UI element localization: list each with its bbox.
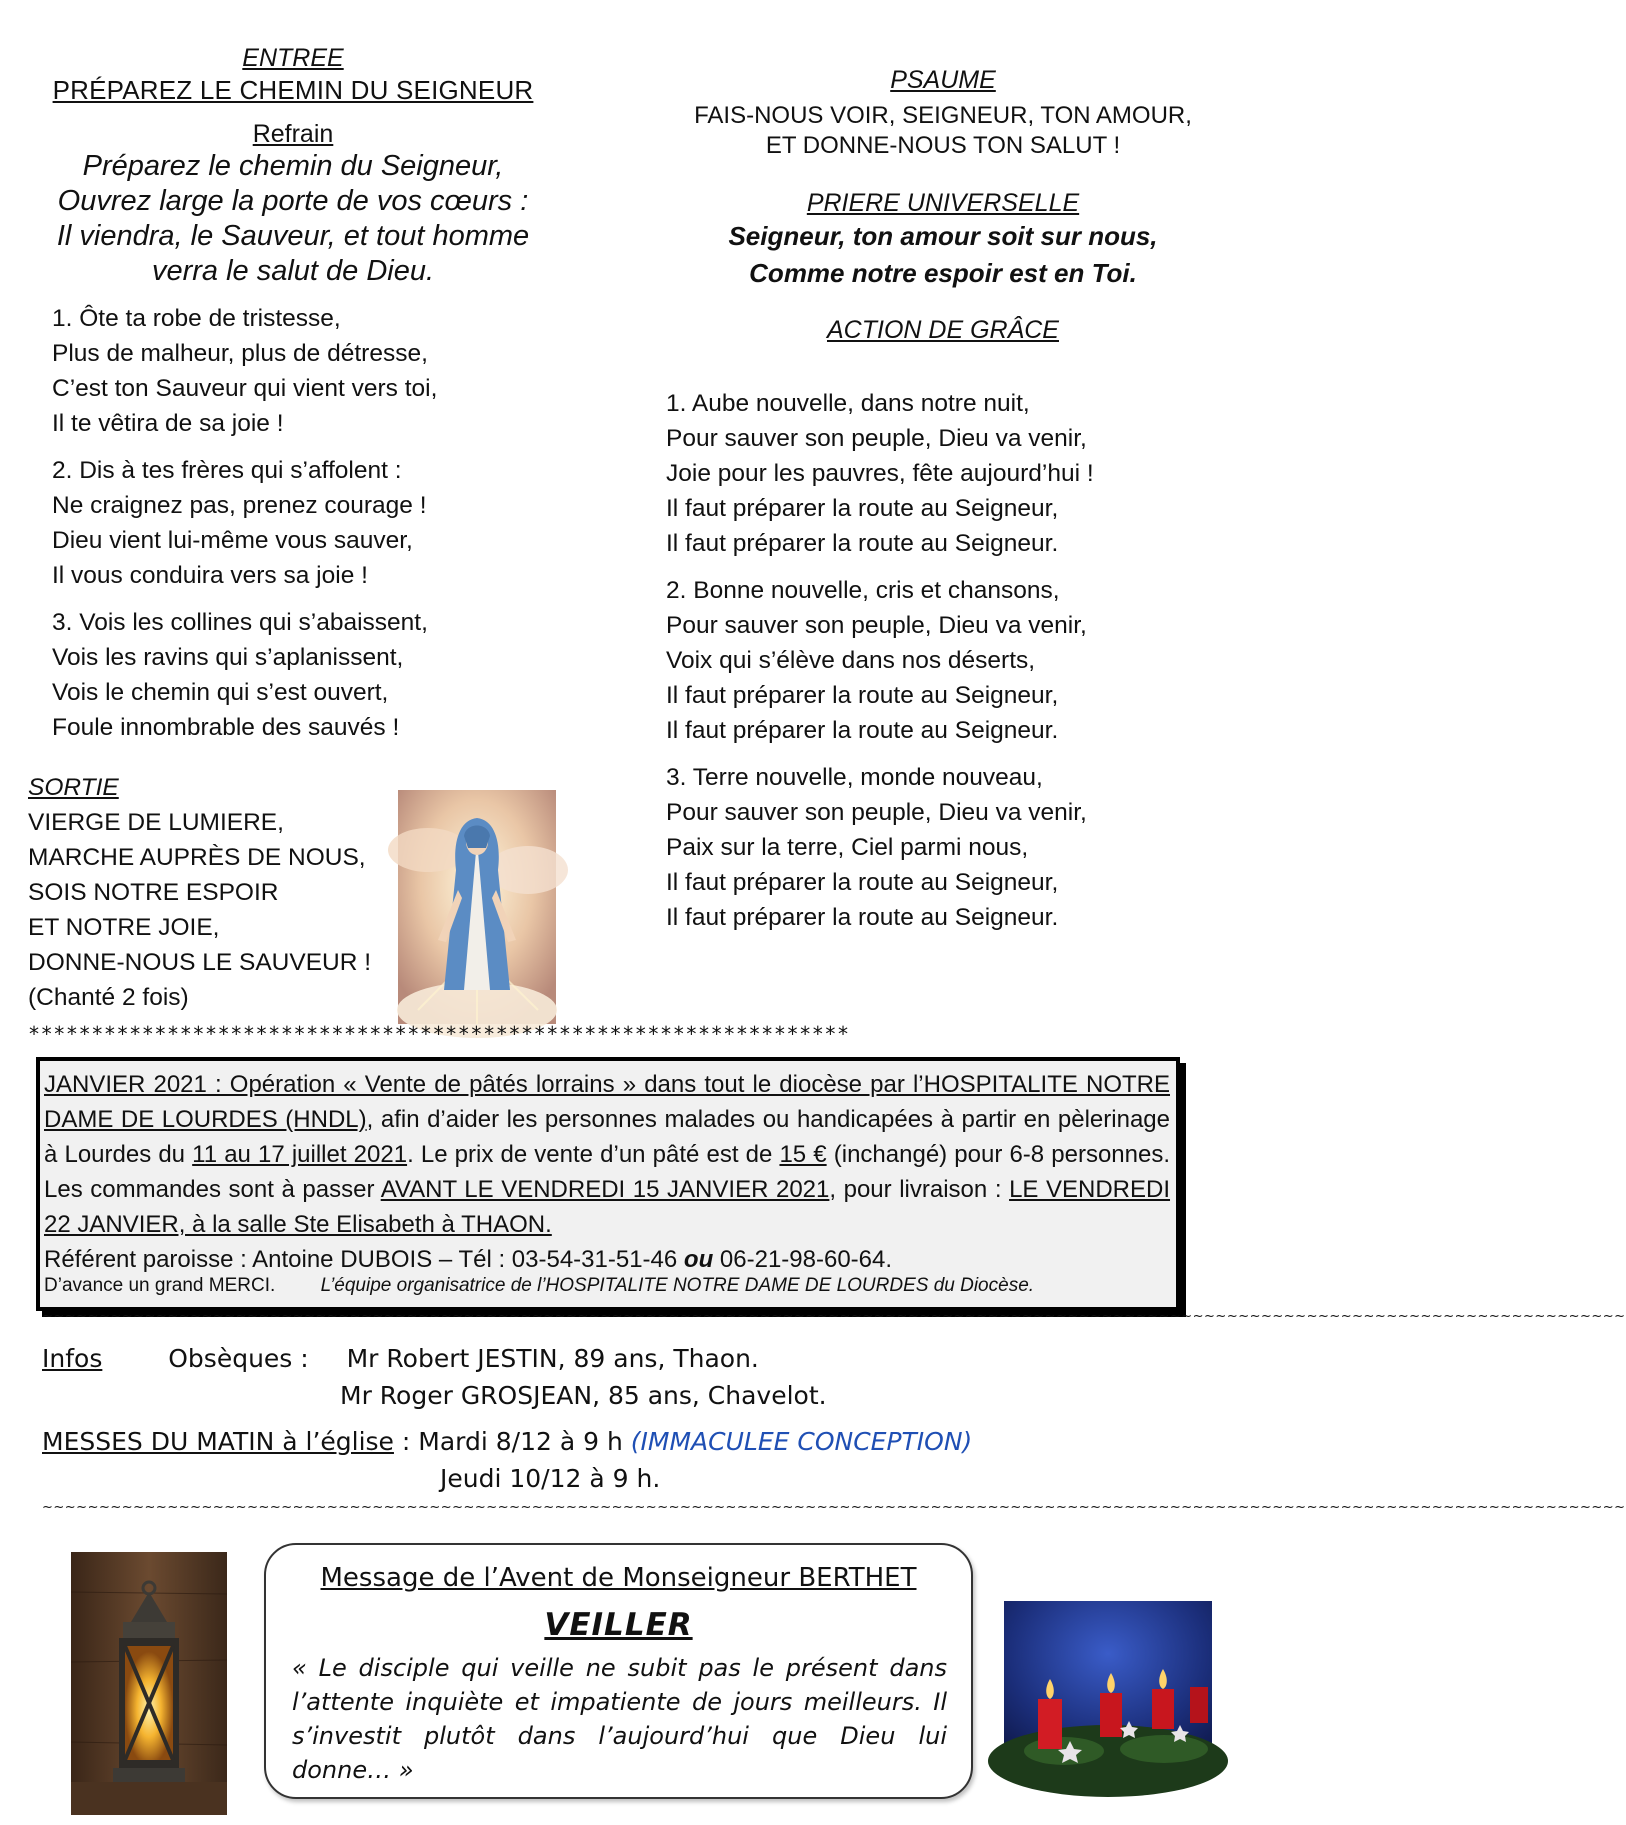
psaume-line: ET DONNE-NOUS TON SALUT !: [765, 132, 1121, 159]
announcement-text-3: (inchangé) pour 6-8 personnes. Les commandes sont à passer: [44, 1141, 1171, 1203]
announcement-box: [36, 1057, 1180, 1311]
announcement-signature: L’équipe organisatrice de l’HOSPITALITE NOTRE DAME DE LOURDES du Diocèse.: [320, 1275, 1035, 1296]
obseques-item: Mr Roger GROSJEAN, 85 ans, Chavelot.: [340, 1381, 827, 1410]
verse-line: Il faut préparer la route au Seigneur.: [666, 717, 1059, 744]
obseques-label: Obsèques :: [168, 1344, 309, 1373]
announcement-text-2: . Le prix de vente d’un pâté est de: [407, 1141, 780, 1168]
right-column: [648, 66, 1238, 345]
advent-candles-image: [1004, 1601, 1212, 1777]
dot-separator: ~~~~~~~~~~~~~~~~~~~~~~~~~~~~~~~~~~~~~~~~~~~~~~~~~~~~~~~~~~~~~~~~~~~~~~~~~~~~~~~~~~~~~~~~~~~~~~~~~~~~~~~~~~~~~~~~~~~~~~~~~~~~~~~~~~~~~~~~~~~: [42, 1309, 1626, 1324]
lantern-image: [71, 1552, 227, 1815]
sortie-line: MARCHE AUPRÈS DE NOUS,: [28, 844, 366, 871]
verse-line: 2. Bonne nouvelle, cris et chansons,: [666, 577, 1060, 604]
message-title: Message de l’Avent de Monseigneur BERTHET: [320, 1563, 917, 1593]
verse-line: 2. Dis à tes frères qui s’affolent :: [52, 457, 402, 484]
announcement-delivery: LE VENDREDI 22 JANVIER, à la salle Ste Elisabeth à THAON.: [44, 1176, 1171, 1238]
verse-line: Vois le chemin qui s’est ouvert,: [52, 679, 389, 706]
entree-verse-2: [52, 453, 588, 593]
refrain-line: Ouvrez large la porte de vos cœurs :: [57, 185, 529, 217]
messes-sep: :: [393, 1427, 419, 1456]
verse-line: 1. Aube nouvelle, dans notre nuit,: [666, 390, 1030, 417]
sortie-line: SOIS NOTRE ESPOIR: [28, 879, 279, 906]
priere-label: PRIERE UNIVERSELLE: [806, 189, 1080, 217]
message-quote: « Le disciple qui veille ne subit pas le présent dans l’attente inquiète et impatiente de jours meilleurs. Il s’investit plutôt dans l’aujourd’hui que Dieu lui donne… »: [292, 1654, 947, 1784]
sortie-label: SORTIE: [28, 774, 119, 801]
messes-label: MESSES DU MATIN à l’église: [42, 1427, 394, 1456]
infos-label: Infos: [42, 1344, 103, 1373]
verse-line: 1. Ôte ta robe de tristesse,: [52, 305, 341, 332]
dot-separator: ~~~~~~~~~~~~~~~~~~~~~~~~~~~~~~~~~~~~~~~~~~~~~~~~~~~~~~~~~~~~~~~~~~~~~~~~~~~~~~~~~~~~~~~~~~~~~~~~~~~~~~~~~~~~~~~~~~~~~~~~~~~~~~~~~~~~~~~~~~~: [42, 1500, 1626, 1515]
virgin-mary-image: [398, 790, 556, 1024]
entree-label: ENTREE: [242, 44, 344, 72]
psaume-text: [648, 101, 1238, 161]
verse-line: C’est ton Sauveur qui vient vers toi,: [52, 375, 438, 402]
entree-verse-1: [52, 301, 588, 441]
announcement-dates: 11 au 17 juillet 2021: [192, 1141, 408, 1168]
verse-line: Pour sauver son peuple, Dieu va venir,: [666, 425, 1087, 452]
star-separator: *****************************************************************: [28, 1022, 850, 1046]
referent-label: Référent paroisse :: [44, 1246, 253, 1273]
verse-line: 3. Terre nouvelle, monde nouveau,: [666, 764, 1043, 791]
refrain-line: Il viendra, le Sauveur, et tout homme: [56, 220, 530, 252]
advent-message-box: [264, 1543, 973, 1799]
verse-line: 3. Vois les collines qui s’abaissent,: [52, 609, 428, 636]
messes-line1: Mardi 8/12 à 9 h: [418, 1427, 631, 1456]
announcement-deadline: AVANT LE VENDREDI 15 JANVIER 2021: [380, 1176, 830, 1203]
verse-line: Il faut préparer la route au Seigneur.: [666, 904, 1059, 931]
referent-ou: ou: [683, 1246, 714, 1273]
announcement-text-1: , afin d’aider les personnes malades ou handicapées à partir en pèlerinage à Lourdes du: [44, 1106, 1170, 1168]
messes-section: [42, 1423, 1192, 1497]
verse-line: Plus de malheur, plus de détresse,: [52, 340, 428, 367]
refrain-line: verra le salut de Dieu.: [151, 255, 435, 287]
refrain-line: Préparez le chemin du Seigneur,: [82, 150, 504, 182]
priere-line: Seigneur, ton amour soit sur nous,: [728, 221, 1158, 251]
psaume-line: FAIS-NOUS VOIR, SEIGNEUR, TON AMOUR,: [694, 102, 1192, 129]
infos-section: [42, 1340, 1192, 1414]
announcement-text: [44, 1067, 1170, 1277]
entree-title: PRÉPAREZ LE CHEMIN DU SEIGNEUR: [52, 75, 534, 105]
verse-line: Paix sur la terre, Ciel parmi nous,: [666, 834, 1029, 861]
verse-line: Il vous conduira vers sa joie !: [52, 562, 368, 589]
verse-line: Joie pour les pauvres, fête aujourd’hui !: [666, 460, 1094, 487]
action-de-grace-verses: [666, 386, 1246, 935]
sortie-section: [28, 770, 398, 1015]
psaume-label: PSAUME: [890, 66, 996, 94]
priere-text: [648, 218, 1238, 292]
messes-immaculee-note: (IMMACULEE CONCEPTION): [630, 1427, 973, 1456]
adg-verse-2: [666, 573, 1246, 748]
referent-contact: Antoine DUBOIS – Tél : 03-54-31-51-46: [252, 1246, 684, 1273]
action-de-grace-label: ACTION DE GRÂCE: [827, 316, 1059, 344]
verse-line: Il faut préparer la route au Seigneur,: [666, 869, 1059, 896]
verse-line: Ne craignez pas, prenez courage !: [52, 492, 427, 519]
announcement-text-4: , pour livraison :: [829, 1176, 1010, 1203]
sortie-line: VIERGE DE LUMIERE,: [28, 809, 284, 836]
entree-verse-3: [52, 605, 588, 745]
obseques-item: Mr Robert JESTIN, 89 ans, Thaon.: [346, 1344, 759, 1373]
priere-line: Comme notre espoir est en Toi.: [749, 258, 1137, 288]
sortie-note: (Chanté 2 fois): [28, 984, 189, 1011]
refrain-label: Refrain: [252, 120, 334, 148]
refrain-text: [28, 149, 558, 289]
entree-section: [28, 44, 588, 745]
announcement-thanks: D’avance un grand MERCI.: [44, 1275, 276, 1296]
announcement-headline: JANVIER 2021 : Opération « Vente de pâtés lorrains » dans tout le diocèse par l’HOSPITALITE NOTRE DAME DE LOURDES (HNDL): [44, 1071, 1170, 1133]
verse-line: Voix qui s’élève dans nos déserts,: [666, 647, 1036, 674]
verse-line: Il faut préparer la route au Seigneur,: [666, 682, 1059, 709]
messes-line2: Jeudi 10/12 à 9 h.: [440, 1464, 661, 1493]
verse-line: Pour sauver son peuple, Dieu va venir,: [666, 612, 1087, 639]
adg-verse-3: [666, 760, 1246, 935]
verse-line: Foule innombrable des sauvés !: [52, 714, 400, 741]
adg-verse-1: [666, 386, 1246, 561]
verse-line: Il faut préparer la route au Seigneur,: [666, 495, 1059, 522]
sortie-line: DONNE-NOUS LE SAUVEUR !: [28, 949, 372, 976]
sortie-line: ET NOTRE JOIE,: [28, 914, 220, 941]
verse-line: Dieu vient lui-même vous sauver,: [52, 527, 413, 554]
announcement-footer: [44, 1275, 1170, 1297]
verse-line: Pour sauver son peuple, Dieu va venir,: [666, 799, 1087, 826]
verse-line: Il faut préparer la route au Seigneur.: [666, 530, 1059, 557]
announcement-price: 15 €: [779, 1141, 827, 1168]
message-heading: VEILLER: [544, 1607, 693, 1643]
referent-phone2: 06-21-98-60-64.: [713, 1246, 893, 1273]
verse-line: Vois les ravins qui s’aplanissent,: [52, 644, 404, 671]
verse-line: Il te vêtira de sa joie !: [52, 410, 284, 437]
